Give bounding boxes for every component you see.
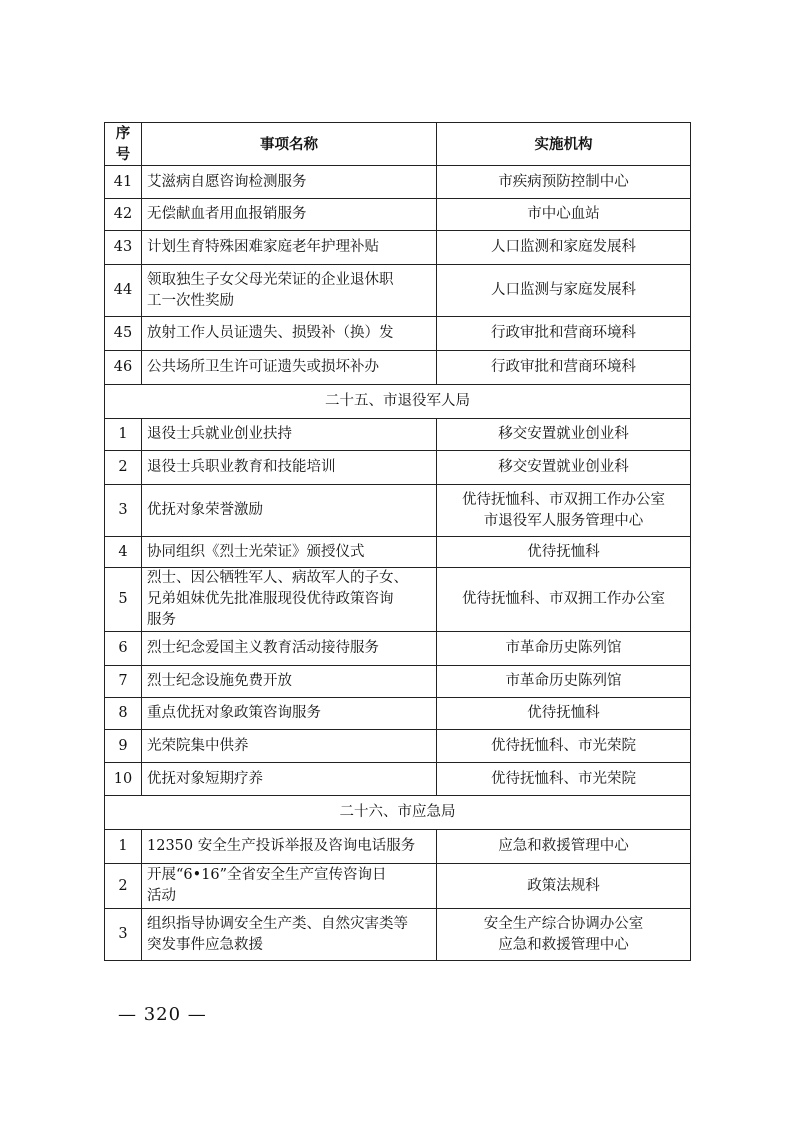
row-index: 1 xyxy=(105,830,142,864)
item-name-line: 服务 xyxy=(147,612,176,628)
service-items-table xyxy=(104,122,691,961)
implementing-org-line: 移交安置就业创业科 xyxy=(498,459,629,475)
page-number: — 320 — xyxy=(118,1004,207,1025)
header-item-name: 事项名称 xyxy=(142,123,437,166)
implementing-org-line: 优待抚恤科 xyxy=(527,705,600,721)
implementing-org-line: 移交安置就业创业科 xyxy=(498,426,629,442)
item-name-cell xyxy=(142,864,437,909)
row-index: 41 xyxy=(105,166,142,199)
item-name-line: 放射工作人员证遗失、损毁补（换）发 xyxy=(147,325,394,341)
item-name-cell xyxy=(142,199,437,231)
item-name-cell xyxy=(142,451,437,485)
row-index: 6 xyxy=(105,632,142,666)
implementing-org-cell xyxy=(437,568,691,632)
implementing-org-cell xyxy=(437,537,691,568)
implementing-org-line: 优待抚恤科、市光荣院 xyxy=(491,770,636,787)
item-name-line: 退役士兵就业创业扶持 xyxy=(147,426,292,442)
item-name-cell xyxy=(142,166,437,199)
row-index: 8 xyxy=(105,698,142,730)
item-name-cell xyxy=(142,830,437,864)
table-row xyxy=(105,632,691,666)
table-row xyxy=(105,451,691,485)
item-name-cell xyxy=(142,909,437,961)
implementing-org-cell xyxy=(437,351,691,385)
item-name-line: 开展“6•16”全省安全生产宣传咨询日 xyxy=(147,867,387,883)
item-name-line: 兄弟姐妹优先批准服现役优待政策咨询 xyxy=(147,591,394,607)
header-implementing-org: 实施机构 xyxy=(437,123,691,166)
item-name-cell xyxy=(142,485,437,537)
implementing-org-line: 市革命历史陈列馆 xyxy=(505,673,622,689)
row-index: 43 xyxy=(105,231,142,265)
implementing-org-line: 人口监测与家庭发展科 xyxy=(491,282,636,298)
implementing-org-line: 优待抚恤科 xyxy=(527,543,600,560)
table-row xyxy=(105,351,691,385)
implementing-org-cell xyxy=(437,730,691,763)
item-name-cell xyxy=(142,317,437,351)
implementing-org-line: 市革命历史陈列馆 xyxy=(505,640,622,656)
item-name-line: 光荣院集中供养 xyxy=(147,737,249,754)
item-name-cell xyxy=(142,419,437,451)
item-name-line: 突发事件应急救援 xyxy=(147,936,263,953)
implementing-org-cell xyxy=(437,698,691,730)
implementing-org-cell xyxy=(437,166,691,199)
item-name-line: 无偿献血者用血报销服务 xyxy=(147,206,307,222)
item-name-line: 公共场所卫生许可证遗失或损坏补办 xyxy=(147,359,379,375)
implementing-org-cell xyxy=(437,830,691,864)
item-name-cell xyxy=(142,698,437,730)
implementing-org-line: 应急和救援管理中心 xyxy=(498,936,629,953)
implementing-org-cell xyxy=(437,231,691,265)
row-index: 4 xyxy=(105,537,142,568)
item-name-cell xyxy=(142,231,437,265)
item-name-cell xyxy=(142,666,437,698)
implementing-org-cell xyxy=(437,317,691,351)
item-name-line: 领取独生子女父母光荣证的企业退休职 xyxy=(147,271,394,288)
implementing-org-cell xyxy=(437,763,691,796)
implementing-org-line: 行政审批和营商环境科 xyxy=(491,359,636,375)
table-row xyxy=(105,909,691,961)
item-name-line: 艾滋病自愿咨询检测服务 xyxy=(147,173,307,190)
implementing-org-cell xyxy=(437,265,691,317)
row-index: 42 xyxy=(105,199,142,231)
item-name-line: 优抚对象荣誉激励 xyxy=(147,502,263,518)
item-name-line: 烈士、因公牺牲军人、病故军人的子女、 xyxy=(147,570,408,586)
table-row xyxy=(105,568,691,632)
item-name-cell xyxy=(142,265,437,317)
row-index: 9 xyxy=(105,730,142,763)
implementing-org-cell xyxy=(437,419,691,451)
item-name-line: 活动 xyxy=(147,888,176,904)
row-index: 45 xyxy=(105,317,142,351)
item-name-cell xyxy=(142,763,437,796)
item-name-line: 重点优抚对象政策咨询服务 xyxy=(147,705,321,721)
item-name-cell xyxy=(142,568,437,632)
row-index: 46 xyxy=(105,351,142,385)
table-row xyxy=(105,864,691,909)
item-name-line: 协同组织《烈士光荣证》颁授仪式 xyxy=(147,543,365,560)
table-row xyxy=(105,763,691,796)
implementing-org-line: 市退役军人服务管理中心 xyxy=(483,512,644,529)
implementing-org-cell xyxy=(437,909,691,961)
implementing-org-line: 应急和救援管理中心 xyxy=(498,838,629,854)
item-name-line: 退役士兵职业教育和技能培训 xyxy=(147,459,336,475)
implementing-org-line: 优待抚恤科、市双拥工作办公室 xyxy=(462,591,665,607)
table-row xyxy=(105,830,691,864)
row-index: 2 xyxy=(105,864,142,909)
implementing-org-line: 市中心血站 xyxy=(527,206,600,222)
item-name-cell xyxy=(142,632,437,666)
table-row xyxy=(105,419,691,451)
section-title: 二十六、市应急局 xyxy=(105,796,691,830)
item-name-line: 优抚对象短期疗养 xyxy=(147,770,263,787)
implementing-org-line: 优待抚恤科、市光荣院 xyxy=(491,737,636,754)
section-row xyxy=(105,385,691,419)
item-name-line: 工一次性奖励 xyxy=(147,292,234,309)
row-index: 2 xyxy=(105,451,142,485)
item-name-line: 烈士纪念设施免费开放 xyxy=(147,673,292,689)
item-name-line: 计划生育特殊困难家庭老年护理补贴 xyxy=(147,239,379,255)
implementing-org-cell xyxy=(437,199,691,231)
implementing-org-line: 市疾病预防控制中心 xyxy=(498,173,629,190)
item-name-cell xyxy=(142,537,437,568)
implementing-org-cell xyxy=(437,666,691,698)
implementing-org-cell xyxy=(437,485,691,537)
implementing-org-cell xyxy=(437,864,691,909)
item-name-cell xyxy=(142,351,437,385)
implementing-org-line: 人口监测和家庭发展科 xyxy=(491,239,636,255)
item-name-line: 组织指导协调安全生产类、自然灾害类等 xyxy=(147,915,408,932)
table-row xyxy=(105,666,691,698)
item-name-cell xyxy=(142,730,437,763)
section-row xyxy=(105,796,691,830)
item-name-line: 12350 安全生产投诉举报及咨询电话服务 xyxy=(147,838,416,854)
implementing-org-cell xyxy=(437,451,691,485)
implementing-org-line: 行政审批和营商环境科 xyxy=(491,325,636,341)
row-index: 5 xyxy=(105,568,142,632)
row-index: 3 xyxy=(105,485,142,537)
row-index: 10 xyxy=(105,763,142,796)
row-index: 3 xyxy=(105,909,142,961)
table-row xyxy=(105,698,691,730)
implementing-org-line: 政策法规科 xyxy=(527,877,600,894)
section-title: 二十五、市退役军人局 xyxy=(105,385,691,419)
table-row xyxy=(105,485,691,537)
table-row xyxy=(105,730,691,763)
table-row xyxy=(105,166,691,199)
table-row xyxy=(105,231,691,265)
table-row xyxy=(105,537,691,568)
implementing-org-cell xyxy=(437,632,691,666)
row-index: 44 xyxy=(105,265,142,317)
implementing-org-line: 安全生产综合协调办公室 xyxy=(483,915,644,932)
table-row xyxy=(105,317,691,351)
table-row xyxy=(105,199,691,231)
row-index: 1 xyxy=(105,419,142,451)
implementing-org-line: 优待抚恤科、市双拥工作办公室 xyxy=(462,491,665,508)
table-body xyxy=(105,166,691,961)
row-index: 7 xyxy=(105,666,142,698)
table-row xyxy=(105,265,691,317)
header-index: 序号 xyxy=(105,123,142,166)
table-header-row xyxy=(105,123,691,166)
item-name-line: 烈士纪念爱国主义教育活动接待服务 xyxy=(147,640,379,656)
